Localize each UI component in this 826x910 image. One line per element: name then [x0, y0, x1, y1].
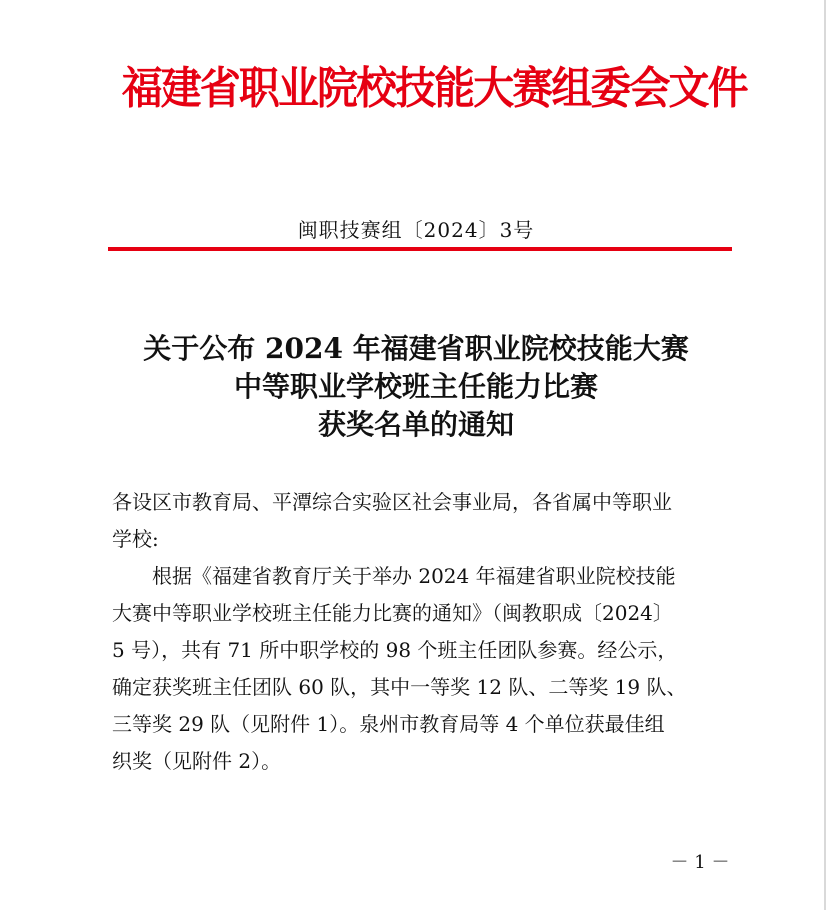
- notice-title-line-2: 中等职业学校班主任能力比赛: [233, 370, 598, 403]
- paragraph-line-2: 大赛中等职业学校班主任能力比赛的通知》（闽教职成〔2024〕: [112, 601, 673, 625]
- paragraph-line-4: 确定获奖班主任团队 60 队，其中一等奖 12 队、二等奖 19 队、: [112, 675, 687, 699]
- document-header-title: 福建省职业院校技能大赛组委会文件: [121, 63, 747, 114]
- notice-body: [112, 484, 732, 780]
- paragraph-line-1: 根据《福建省教育厅关于举办 2024 年福建省职业院校技能: [152, 564, 676, 588]
- recipients-line-2: 学校:: [112, 527, 159, 551]
- recipients-line-1: 各设区市教育局、平潭综合实验区社会事业局，各省属中等职业: [112, 490, 672, 514]
- paragraph-line-6: 织奖（见附件 2）。: [112, 749, 282, 773]
- document-number: 闽职技赛组〔2024〕3号: [297, 218, 535, 242]
- notice-title-line-3: 获奖名单的通知: [317, 408, 514, 441]
- page-number: － 1 －: [670, 852, 730, 873]
- notice-title-line-1: 关于公布 2024 年福建省职业院校技能大赛: [143, 332, 689, 365]
- notice-title: [80, 330, 752, 444]
- paragraph-line-5: 三等奖 29 队（见附件 1）。泉州市教育局等 4 个单位获最佳组: [112, 712, 665, 736]
- red-divider-line: [108, 247, 732, 251]
- paragraph-line-3: 5 号），共有 71 所中职学校的 98 个班主任团队参赛。经公示，: [112, 638, 678, 662]
